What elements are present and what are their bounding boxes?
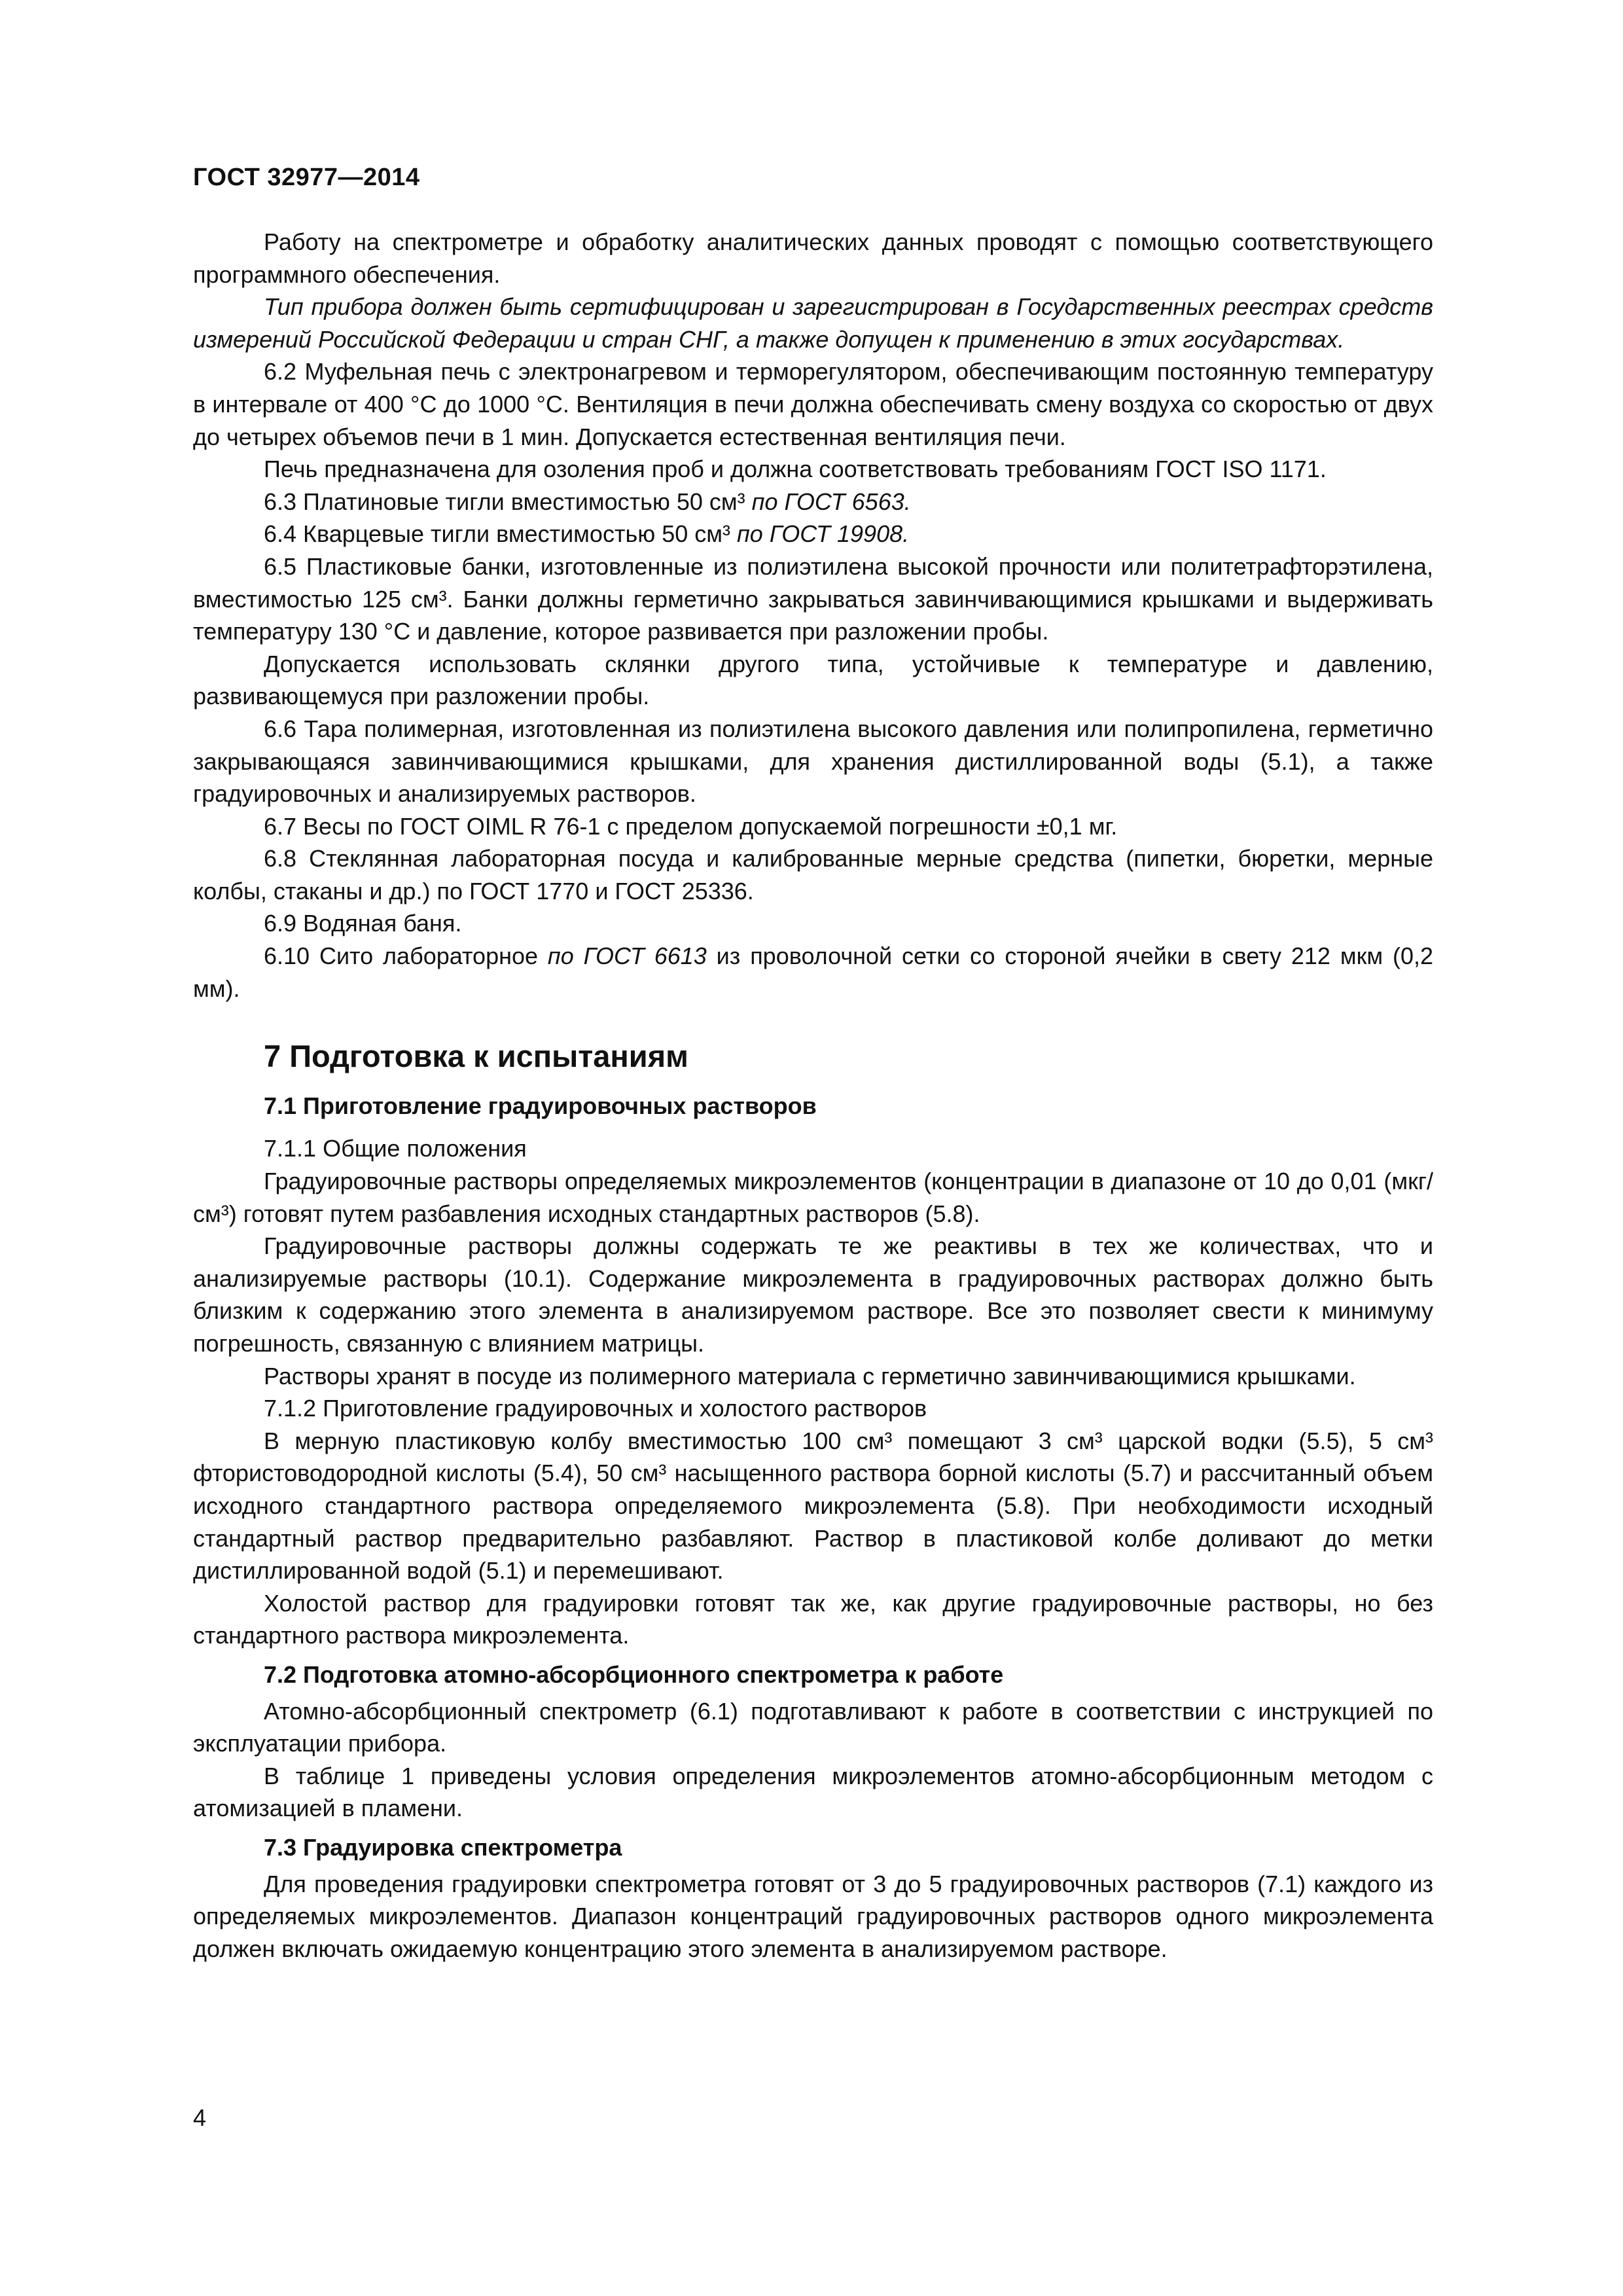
clause-heading-7-1-2: 7.1.2 Приготовление градуировочных и холостого растворов (264, 1395, 927, 1422)
section-heading-7: 7 Подготовка к испытаниям (264, 1039, 688, 1074)
paragraph: В таблице 1 приведены условия определения микроэлементов атомно-абсорбционным методом с атомизацией в пламени. (193, 1762, 1433, 1822)
subsection-heading-7-3: 7.3 Градуировка спектрометра (264, 1833, 622, 1861)
paragraph-certification-note: Тип прибора должен быть сертифицирован и зарегистрирован в Государственных реестрах средств измерений Российской Федерации и стран СНГ, а также допущен к применению в этих государствах. (193, 293, 1433, 353)
paragraph-text: 6.4 Кварцевые тигли вместимостью 50 см³ (264, 520, 737, 548)
paragraph: В мерную пластиковую колбу вместимостью 100 см³ помещают 3 см³ царской водки (5.5), 5 см³ фтористоводородной кислоты (5.4), 50 см³ насыщенного раствора борной кислоты (5.7) и рассчитанный объем исходного стандартного раствора определяемого микроэлемента (5.8). При необходимости исходный стандартный раствор предварительно разбавляют. Раствор в пластиковой колбе доливают до метки дистиллированной водой (5.1) и перемешивают. (193, 1427, 1433, 1585)
paragraph-6-6: 6.6 Тара полимерная, изготовленная из полиэтилена высокого давления или полипропилена, герметично закрывающаяся завинчивающимися крышками, для хранения дистиллированной воды (5.1), а также градуировочных и анализируемых растворов. (193, 715, 1433, 808)
paragraph: Допускается использовать склянки другого типа, устойчивые к температуре и давлению, развивающемуся при разложении пробы. (193, 650, 1433, 710)
paragraph-6-9: 6.9 Водяная баня. (264, 910, 462, 937)
paragraph: Атомно-абсорбционный спектрометр (6.1) подготавливают к работе в соответствии с инструкцией по эксплуатации прибора. (193, 1697, 1433, 1757)
paragraph-6-8: 6.8 Стеклянная лабораторная посуда и калиброванные мерные средства (пипетки, бюретки, мерные колбы, стаканы и др.) по ГОСТ 1770 и ГОСТ 25336. (193, 845, 1433, 905)
paragraph: Печь предназначена для озоления проб и должна соответствовать требованиям ГОСТ ISO 1171. (264, 456, 1327, 483)
document-body (193, 226, 1433, 1965)
document-code-header: ГОСТ 32977—2014 (193, 164, 420, 191)
paragraph: Холостой раствор для градуировки готовят так же, как другие градуировочные растворы, но без стандартного раствора микроэлемента. (193, 1589, 1433, 1649)
paragraph: Для проведения градуировки спектрометра готовят от 3 до 5 градуировочных растворов (7.1) каждого из определяемых микроэлементов. Диапазон концентраций градуировочных растворов одного микроэлемента должен включать ожидаемую концентрацию этого элемента в анализируемом растворе. (193, 1870, 1433, 1962)
standard-reference: по ГОСТ 19908. (737, 520, 910, 548)
paragraph: Градуировочные растворы определяемых микроэлементов (концентрации в диапазоне от 10 до 0,01 (мкг/см³) готовят путем разбавления исходных стандартных растворов (5.8). (193, 1168, 1433, 1227)
paragraph-6-7: 6.7 Весы по ГОСТ OIML R 76-1 с пределом допускаемой погрешности ±0,1 мг. (264, 812, 1118, 840)
page-number: 4 (193, 2104, 207, 2131)
paragraph-6-3 (193, 486, 1433, 518)
paragraph-6-10 (193, 940, 1433, 1005)
paragraph: Растворы хранят в посуде из полимерного материала с герметично завинчивающимися крышками. (264, 1362, 1356, 1390)
paragraph: Работу на спектрометре и обработку аналитических данных проводят с помощью соответствующего программного обеспечения. (193, 228, 1433, 288)
paragraph: Градуировочные растворы должны содержать те же реактивы в тех же количествах, что и анализируемые растворы (10.1). Содержание микроэлемента в градуировочных растворах должно быть близким к содержанию этого элемента в анализируемом растворе. Все это позволяет свести к минимуму погрешность, связанную с влиянием матрицы. (193, 1232, 1433, 1357)
paragraph-text: 6.3 Платиновые тигли вместимостью 50 см³ (264, 488, 752, 515)
subsection-heading-7-2: 7.2 Подготовка атомно-абсорбционного спектрометра к работе (264, 1660, 1004, 1688)
clause-heading-7-1-1: 7.1.1 Общие положения (264, 1135, 527, 1162)
standard-reference: по ГОСТ 6563. (751, 488, 911, 515)
paragraph-6-4 (193, 518, 1433, 550)
subsection-heading-7-1: 7.1 Приготовление градуировочных растворов (264, 1092, 817, 1119)
paragraph-6-2: 6.2 Муфельная печь с электронагревом и терморегулятором, обеспечивающим постоянную температуру в интервале от 400 °С до 1000 °С. Вентиляция в печи должна обеспечивать смену воздуха со скоростью от двух до четырех объемов печи в 1 мин. Допускается естественная вентиляция печи. (193, 358, 1433, 450)
paragraph-6-5: 6.5 Пластиковые банки, изготовленные из полиэтилена высокой прочности или политетрафторэтилена, вместимостью 125 см³. Банки должны герметично закрываться завинчивающимися крышками и выдерживать температуру 130 °С и давление, которое развивается при разложении пробы. (193, 552, 1433, 645)
paragraph-text: из проволочной сетки со стороной ячейки в свету 212 мкм (0,2 мм). (193, 942, 1433, 1002)
paragraph-text: 6.10 Сито лабораторное (264, 942, 548, 970)
standard-reference: по ГОСТ 6613 (547, 942, 707, 970)
